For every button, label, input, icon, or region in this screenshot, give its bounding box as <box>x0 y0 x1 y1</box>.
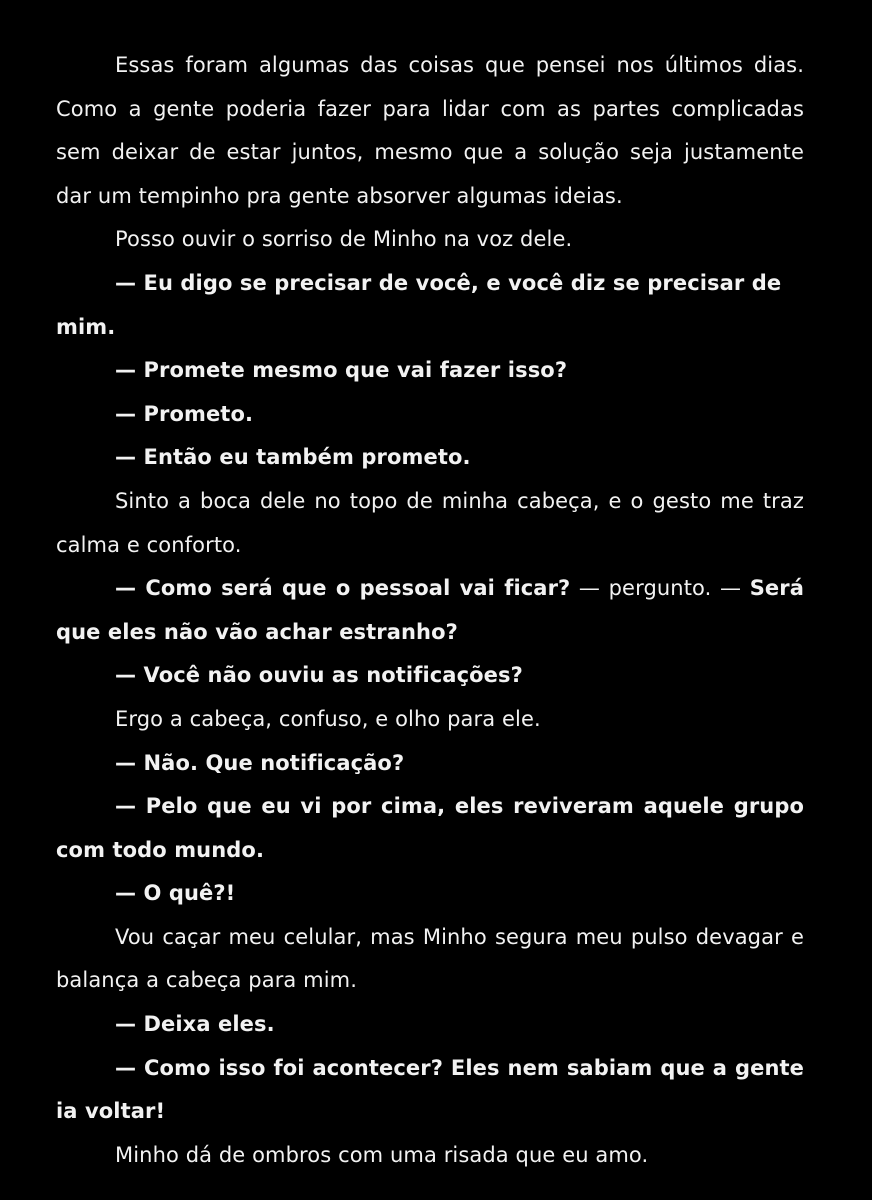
paragraph-dialogue: — Como isso foi acontecer? Eles nem sabiam que a gente ia voltar! <box>56 1055 804 1124</box>
paragraph-dialogue: — Deixa eles. <box>115 1012 275 1037</box>
paragraph-narration: Ergo a cabeça, confuso, e olho para ele. <box>115 706 541 731</box>
paragraph-dialogue: — Prometo. <box>115 401 254 426</box>
paragraph-narration: Vou caçar meu celular, mas Minho segura meu pulso devagar e balança a cabeça para mim. <box>56 924 804 993</box>
dialogue-tag: — pergunto. — <box>570 576 750 601</box>
paragraph-dialogue: — Então eu também prometo. <box>115 445 471 470</box>
paragraph-dialogue: — Eu digo se precisar de você, e você diz se precisar de mim. <box>56 270 782 339</box>
paragraph-dialogue: — Promete mesmo que vai fazer isso? <box>115 358 568 383</box>
dialogue-line: — Como será que o pessoal vai ficar? <box>115 576 571 601</box>
paragraph-narration: Essas foram algumas das coisas que pensei nos últimos dias. Como a gente poderia fazer para lidar com as partes complicadas sem deixar de estar juntos, mesmo que a solução seja justamente dar um tempinho pra gente absorver algumas ideias. <box>56 53 804 208</box>
paragraph-dialogue: — Você não ouviu as notificações? <box>115 663 523 688</box>
paragraph-dialogue: — Não. Que notificação? <box>115 750 405 775</box>
dialogue-line: Será que eles não vão achar estranho? <box>56 576 804 644</box>
paragraph-dialogue: — O quê?! <box>115 881 236 906</box>
paragraph-narration: Posso ouvir o sorriso de Minho na voz dele. <box>115 227 573 252</box>
paragraph-narration: Sinto a boca dele no topo de minha cabeça, e o gesto me traz calma e conforto. <box>56 488 804 557</box>
book-page <box>56 44 804 1177</box>
paragraph-dialogue-mixed <box>56 567 804 654</box>
paragraph-dialogue: — Pelo que eu vi por cima, eles reviveram aquele grupo com todo mundo. <box>56 794 804 862</box>
paragraph-narration: Minho dá de ombros com uma risada que eu amo. <box>115 1142 649 1167</box>
